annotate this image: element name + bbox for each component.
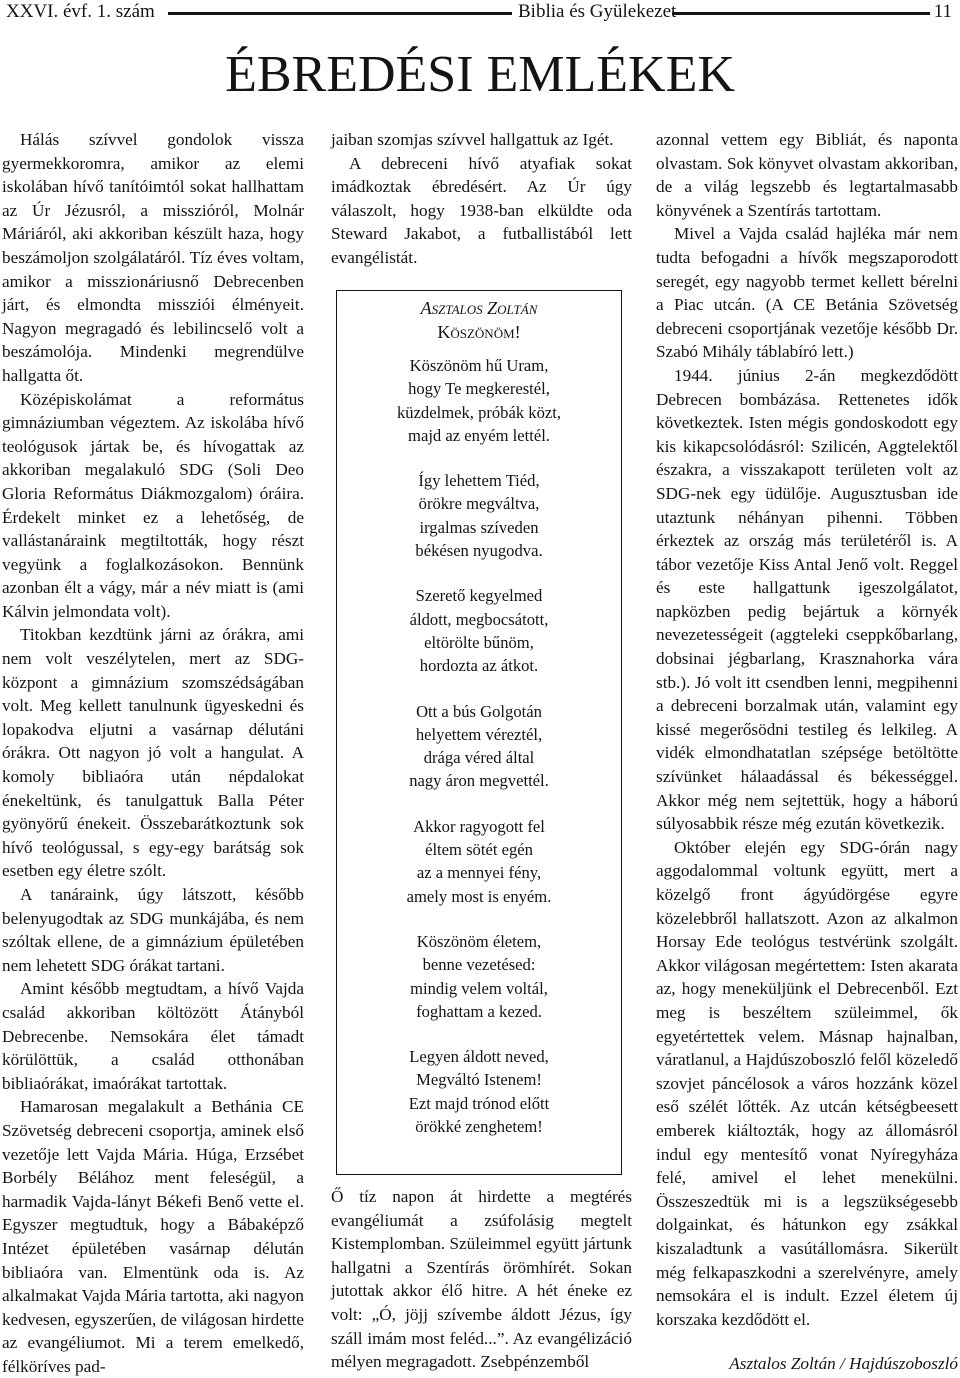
- poem-line: békésen nyugodva.: [415, 541, 543, 561]
- poem-line: foghattam a kezed.: [416, 1001, 542, 1021]
- poem-author: Asztalos Zoltán: [420, 298, 538, 318]
- poem-line: Ott a bús Golgotán: [416, 701, 542, 721]
- header-rule-right: [672, 12, 930, 15]
- poem-line: hogy Te megkerestél,: [408, 379, 550, 399]
- poem-stanza: [337, 700, 621, 793]
- page-header: [6, 0, 954, 26]
- column-1: [2, 128, 304, 1378]
- poem-line: Akkor ragyogott fel: [413, 816, 545, 836]
- poem-line: amely most is enyém.: [406, 886, 552, 906]
- paragraph: Október elején egy SDG-órán nagy aggodalommal voltunk együtt, mert a közelgő front ágyúdörgése egyre közelebbről hallatszott. Azon az alkalmon Horsay Ede teológus testvérünk szolgált. Akkor világosan megértettem: Isten akarata az, hogy meneküljünk el Debrecenből. Ezt meg is beszéltem szüleimmel, ők egyetértettek velem. Másnap hajnalban, váratlanul, a Hajdúszoboszló felől közeledő szovjet páncélosok a város hozzánk közel eső szélét lőtték. Az utcán kétségbeesett emberek kiáltozták, hogy az állomásról indul egy mentesítő vonat Nyíregyháza felé, amivel el lehet menekülni. Összeszedtük mi is a legszükségesebb dolgainkat, és hátunkon egy zsákkal kiszaladtunk a vasútállomásra. Sikerült még felkapaszkodni a szerelvényre, amely nemsokára el is indult. Ezzel életem új korszaka kezdődött el.: [656, 837, 958, 1329]
- author-signature: Asztalos Zoltán / Hajdúszoboszló: [729, 1354, 958, 1373]
- poem-line: örökké zenghetem!: [415, 1117, 543, 1137]
- poem-stanza: [337, 584, 621, 677]
- publication-name: Biblia és Gyülekezet: [518, 1, 677, 22]
- poem-line: éltem sötét egén: [425, 840, 533, 860]
- poem-line: Megváltó Istenem!: [416, 1070, 542, 1090]
- poem-line: Ezt majd trónod előtt: [408, 1093, 550, 1113]
- poem-stanza: [337, 1045, 621, 1138]
- poem-title: Köszönöm!: [437, 322, 521, 342]
- poem-line: Köszönöm életem,: [416, 931, 542, 951]
- poem-line: mindig velem voltál,: [410, 978, 548, 998]
- poem-line: áldott, megbocsátott,: [409, 609, 549, 629]
- poem-line: Köszönöm hű Uram,: [409, 356, 549, 375]
- poem-line: hordozta az átkot.: [419, 656, 539, 676]
- column-3: [656, 128, 958, 1331]
- poem-line: örökre megváltva,: [418, 494, 540, 514]
- poem-line: Így lehettem Tiéd,: [418, 471, 540, 491]
- poem-stanza: [337, 815, 621, 908]
- paragraph: Mivel a Vajda család hajléka már nem tudta befogadni a hívők megszaporodott seregét, egy nagyobb termet kellett bérelni a Piac utcán. (A CE Betánia Szövetség debreceni csoportjának vezetője később Dr. Szabó Mihály táblabíró lett.): [656, 224, 958, 362]
- poem-stanza: [337, 354, 621, 447]
- poem-line: eltörölte bűnöm,: [424, 632, 534, 652]
- poem-line: majd az enyém lettél.: [408, 425, 550, 445]
- poem-line: Legyen áldott neved,: [409, 1047, 549, 1067]
- poem-line: nagy áron megvettél.: [409, 771, 549, 791]
- paragraph: Hamarosan megalakult a Bethánia CE Szövetség debreceni csoportja, aminek első vezetője lett Vajda Mária. Húga, Erzsébet Borbély Bélához ment feleségül, a harmadik Vajda-lányt Békefi Benő vette el. Egyszer megtudtuk, hogy a Bábaképző Intézet épületében vasárnap délután bibliaóra van. Elmentünk oda is. Az alkalmakat Vajda Mária tartotta, aki nagyon kedvesen, egyszerűen, de világosan hirdette az evangéliumot. Mi a terem emelkedő, félköríves pad-: [2, 1097, 304, 1376]
- column-2-continued: [331, 1185, 632, 1374]
- paragraph: Hálás szívvel gondolok vissza gyermekkoromra, amikor az elemi iskolában hívő tanítóimtól sokat hallhattam az Úr Jézusról, a misszióról, Molnár Máriáról, aki akkoriban készült haza, hogy beszámoljon szolgálatáról. Tíz éves voltam, amikor a misszionáriusnő Debrecenben járt, és elmondta missziói élményeit. Nagyon megragadó és lebilincselő volt a beszámolója. Mindenki megrendülve hallgatta őt.: [2, 130, 304, 385]
- paragraph: Ő tíz napon át hirdette a megtérés evangéliumát a zsúfolásig megtelt Kistemplomban. Szüleimmel együtt jártunk hallgatni a Szentírás örömhírét. Sokan jutottak akkor élő hitre. A hét éneke ez volt: „Ó, jöjj szívembe áldott Jézus, így száll imám most feléd...”. Az evangélizáció mélyen megragadott. Zsebpénzemből: [331, 1187, 632, 1372]
- poem-line: az a mennyei fény,: [416, 863, 542, 883]
- page-number: 11: [933, 1, 952, 22]
- paragraph: 1944. június 2-án megkezdődött Debrecen bombázása. Rettenetes idők következtek. Isten mégis gondoskodott egy kis kikapcsolódásról: Szilicén, Aggtelektől északra, a visszakapott területen volt az SDG-nek egy üdülője. Augusztusban ide utaztunk néhányan pihenni. Többen érkeztek az ország más területéről is. A tábor vezetője Kiss Antal Jenő volt. Reggel és este hallgattunk igeszolgálatot, napközben pedig bejártuk a környék nevezetességeit (aggteleki cseppkőbarlang, dobsinai jégbarlang, Krasznahorka vára stb.). Jó volt itt csendben lenni, megpihenni a debreceni borzalmak után, valamint egy kissé megerősödni testileg és lelkileg. A vidék elmondhatatlan szépsége betöltötte szívünket hálaadással és békességgel. Akkor még nem sejtettük, hogy a háború súlyosabbik része még ezután következik.: [656, 365, 958, 834]
- issue-label: XXVI. évf. 1. szám: [6, 1, 155, 22]
- poem-stanza: [337, 469, 621, 562]
- paragraph: A debreceni hívő atyafiak sokat imádkoztak ébredésért. Az Úr úgy válaszolt, hogy 1938-ban elküldte oda Steward Jakabot, a futballistából lett evangélistát.: [331, 153, 632, 267]
- paragraph: jaiban szomjas szívvel hallgattuk az Igét.: [331, 130, 614, 149]
- article-title: ÉBREDÉSI EMLÉKEK: [225, 46, 735, 103]
- poem-line: küzdelmek, próbák közt,: [396, 402, 562, 422]
- poem-line: helyettem véreztél,: [415, 724, 543, 744]
- poem-line: Szerető kegyelmed: [415, 586, 543, 606]
- column-2: [331, 128, 632, 270]
- paragraph: Titokban kezdtünk járni az órákra, ami nem volt veszélytelen, mert az SDG-központ a gimnázium szomszédságában volt. Meg kellett tanulnunk ügyeskedni és lopakodva eljutni a vasárnap délutáni órákra. Ott nagyon jó volt a hangulat. A komoly bibliaóra után népdalokat énekeltünk, és tanulgattuk Balla Péter gyönyörű énekeit. Összebarátkoztunk sok hívő teológussal, s egy-egy barátság sok esetben egy életre szólt.: [2, 625, 304, 881]
- poem-line: drága véred által: [423, 748, 535, 768]
- poem-line: benne vezetésed:: [422, 955, 536, 975]
- paragraph: azonnal vettem egy Bibliát, és naponta olvastam. Sok könyvet olvastam akkoriban, de a világ legszebb és legtartalmasabb könyvének a Szentírás tartottam.: [656, 130, 958, 220]
- paragraph: Középiskolámat a református gimnáziumban végeztem. Az iskolába hívő teológusok jártak be, és hívogattak az akkoriban megalakuló SDG (Soli Deo Gloria Református Diákmozgalom) óráira. Érdekelt minket ez a lehetőség, de vallástanáraink megtiltották, hogy részt vegyünk a foglalkozásokon. Bennünk azonban élt a vágy, már a név miatt is (ami Kálvin jelmondata volt).: [2, 389, 304, 621]
- paragraph: A tanáraink, úgy látszott, később belenyugodtak az SDG munkájába, és nem szóltak ellene, de a gimnázium épületében nem lehetett SDG órákat tartani.: [2, 885, 304, 975]
- paragraph: Amint később megtudtam, a hívő Vajda család akkoriban költözött Átányból Debrecenbe. Nemsokára élet támadt körülöttük, a család otthonában bibliaórákat, imaórákat tartottak.: [2, 979, 304, 1093]
- poem-line: irgalmas szíveden: [419, 517, 539, 537]
- header-rule-left: [168, 12, 512, 15]
- poem-stanza: [337, 930, 621, 1023]
- poem-box: [336, 290, 622, 1175]
